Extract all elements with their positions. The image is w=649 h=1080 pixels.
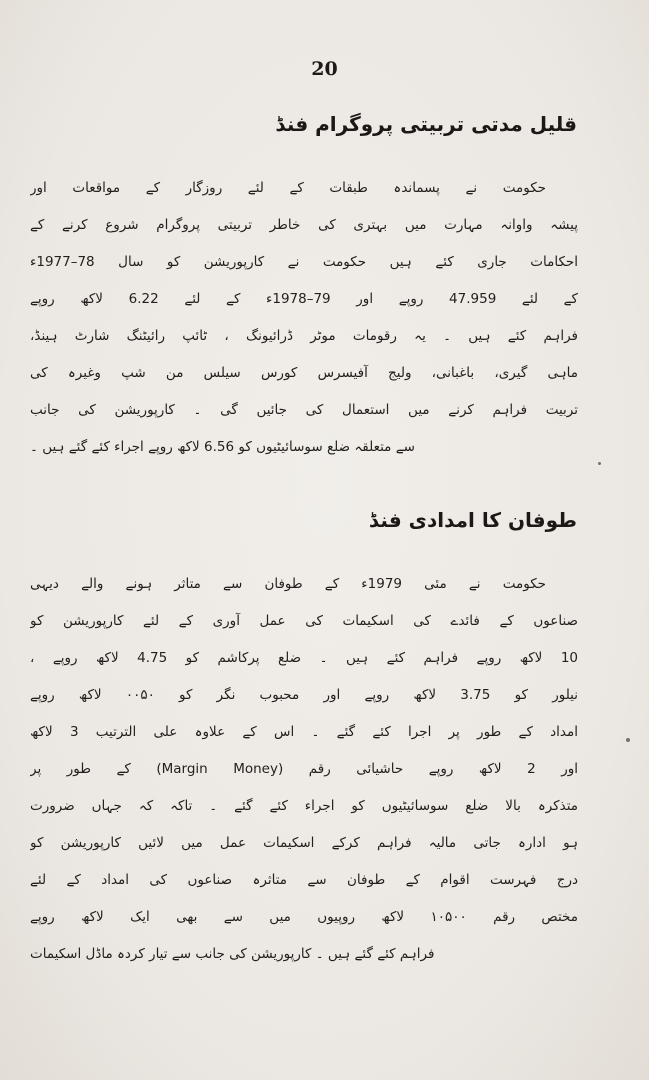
text-line: اور 2 لاکھ روپے حاشیائی رقم (Margin Money) کے طور پر	[30, 761, 578, 777]
text-line: متذکرہ بالا ضلع سوسائیٹیوں کو اجراء کئے گئے ۔ تاکہ کہ جہاں ضرورت	[30, 798, 578, 814]
text-line: امداد کے طور پر اجرا کئے گئے ۔ اس کے علاوہ علی الترتیب 3 لاکھ	[30, 724, 578, 740]
text-line: ماہی گیری، باغبانی، ولیج آفیسرس کورس سیلس من شپ وغیرہ کی	[30, 365, 578, 381]
text-line: احکامات جاری کئے ہیں حکومت نے کارپوریشن کو سال 78–1977ء	[30, 254, 578, 270]
text-line: حکومت نے پسماندہ طبقات کے لئے روزگار کے مواقعات اور	[30, 180, 546, 196]
text-line: کے لئے 47.959 روپے اور 79–1978ء کے لئے 6.22 لاکھ روپے	[30, 291, 578, 307]
text-line: مختص رقم ۱۰۵۰۰ لاکھ روپیوں میں سے بھی ایک لاکھ روپے	[30, 909, 578, 925]
section-body-cyclone-relief-fund	[30, 566, 578, 973]
text-line: سے متعلقہ ضلع سوسائیٹیوں کو 6.56 لاکھ روپے اجراء کئے گئے ہیں ۔	[30, 439, 415, 455]
text-line: درج فہرست اقوام کے طوفان سے متاثرہ صناعوں کی امداد کے لئے	[30, 872, 578, 888]
section-body-training-fund	[30, 170, 578, 466]
paper-speck	[598, 462, 601, 465]
text-line: حکومت نے مئی 1979ء کے طوفان سے متاثر ہونے والے دیہی	[30, 576, 546, 592]
text-line: ہو ادارہ جاتی مالیہ فراہم کرکے اسکیمات عمل میں لائیں کارپوریشن کو	[30, 835, 578, 851]
text-line: فراہم کئے گئے ہیں ۔ کارپوریشن کی جانب سے تیار کردہ ماڈل اسکیمات	[30, 946, 435, 962]
section-heading-cyclone-relief-fund: طوفان کا امدادی فنڈ	[368, 508, 577, 532]
text-line: 10 لاکھ روپے فراہم کئے ہیں ۔ ضلع پرکاشم کو 4.75 لاکھ روپے ،	[30, 650, 578, 666]
text-line: نیلور کو 3.75 لاکھ روپے اور محبوب نگر کو ۰۰۵۰ لاکھ روپے	[30, 687, 578, 703]
text-line: پیشہ واوانہ مہارت میں بہتری کی خاطر تربیتی پروگرام شروع کرنے کے	[30, 217, 578, 233]
text-line: فراہم کئے ہیں ۔ یہ رقومات موٹر ڈرائیونگ ، ٹائپ رائیٹنگ شارٹ ہینڈ،	[30, 328, 578, 344]
paper-speck	[626, 738, 630, 742]
text-line: تربیت فراہم کرنے میں استعمال کی جائیں گی ۔ کارپوریشن کی جانب	[30, 402, 578, 418]
section-heading-training-fund: قلیل مدتی تربیتی پروگرام فنڈ	[275, 112, 577, 136]
text-line: صناعوں کے فائدے کی اسکیمات کی عمل آوری کے لئے کارپوریشن کو	[30, 613, 578, 629]
page-number: 20	[311, 58, 338, 80]
